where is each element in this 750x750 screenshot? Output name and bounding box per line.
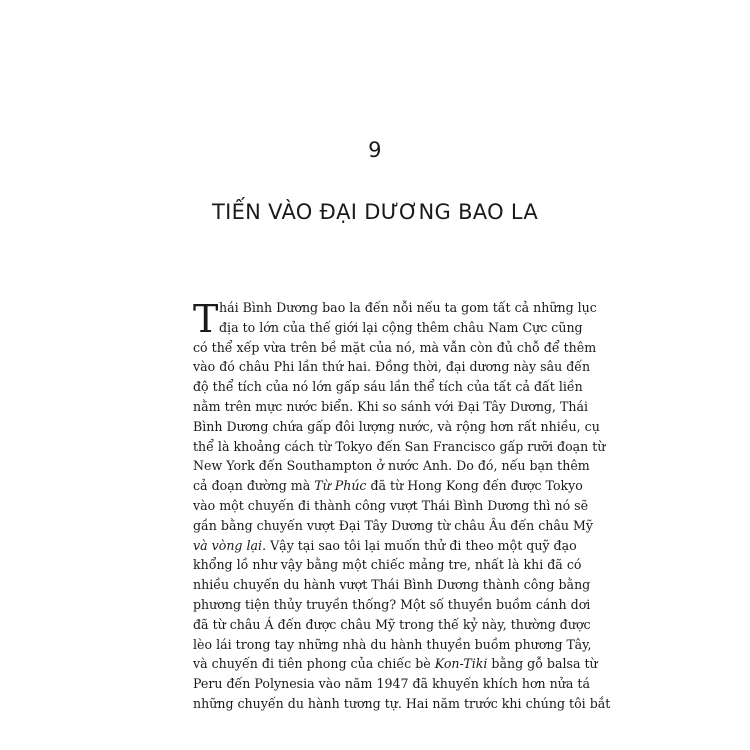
italic-title: và vòng lại [193,537,263,553]
text-line: thể là khoảng cách từ Tokyo đến San Francisco gấp rưỡi đoạn từ [193,438,606,454]
text-segment: . Vậy tại sao tôi lại muốn thử đi theo một quỹ đạo [262,537,577,553]
paragraph-lines [193,298,611,714]
text-line: địa to lớn của thế giới lại cộng thêm châu Nam Cực cũng [219,319,583,335]
text-line [193,654,598,674]
text-line: New York đến Southampton ở nước Anh. Do đó, nếu bạn thêm [193,458,590,474]
text-line: những chuyến du hành tương tự. Hai năm trước khi chúng tôi bắt [193,695,611,711]
text-line: khổng lồ như vậy bằng một chiếc mảng tre, nhất là khi đã có [193,557,582,573]
text-line: nằm trên mực nước biển. Khi so sánh với Đại Tây Dương, Thái [193,398,589,414]
text-line: lèo lái trong tay những nhà du hành thuyền buồm phương Tây, [193,636,592,652]
text-line [193,476,583,496]
drop-cap: T [193,297,219,341]
text-line [193,536,577,556]
text-segment: và chuyến đi tiên phong của chiếc bè [193,656,435,672]
text-segment: cả đoạn đường mà [193,478,315,494]
italic-title: Từ Phúc [314,478,367,494]
text-line: đã từ châu Á đến được châu Mỹ trong thế kỷ này, thường được [193,616,591,632]
text-line: độ thể tích của nó lớn gấp sáu lần thể tích của tất cả đất liền [193,379,583,395]
text-line: gần bằng chuyến vượt Đại Tây Dương từ châu Âu đến châu Mỹ [193,517,593,533]
chapter-title: TIẾN VÀO ĐẠI DƯƠNG BAO LA [211,200,539,224]
text-line: vào một chuyến đi thành công vượt Thái Bình Dương thì nó sẽ [193,497,589,513]
text-line: phương tiện thủy truyền thống? Một số thuyền buồm cánh dơi [193,596,591,612]
body-paragraph [193,297,611,714]
chapter-number: 9 [368,138,382,162]
text-line: Bình Dương chứa gấp đôi lượng nước, và rộng hơn rất nhiều, cụ [193,418,600,434]
text-line: hái Bình Dương bao la đến nỗi nếu ta gom tất cả những lục [219,300,597,315]
text-segment: bằng gỗ balsa từ [487,656,598,672]
text-line: nhiều chuyến du hành vượt Thái Bình Dương thành công bằng [193,577,591,593]
italic-title: Kon-Tiki [434,656,488,672]
text-segment: đã từ Hong Kong đến được Tokyo [366,478,583,494]
text-line: Peru đến Polynesia vào năm 1947 đã khuyến khích hơn nửa tá [193,676,590,692]
text-line: vào đó châu Phi lần thứ hai. Đồng thời, đại dương này sâu đến [193,359,591,375]
text-line: có thể xếp vừa trên bề mặt của nó, mà vẫn còn đủ chỗ để thêm [193,339,597,355]
